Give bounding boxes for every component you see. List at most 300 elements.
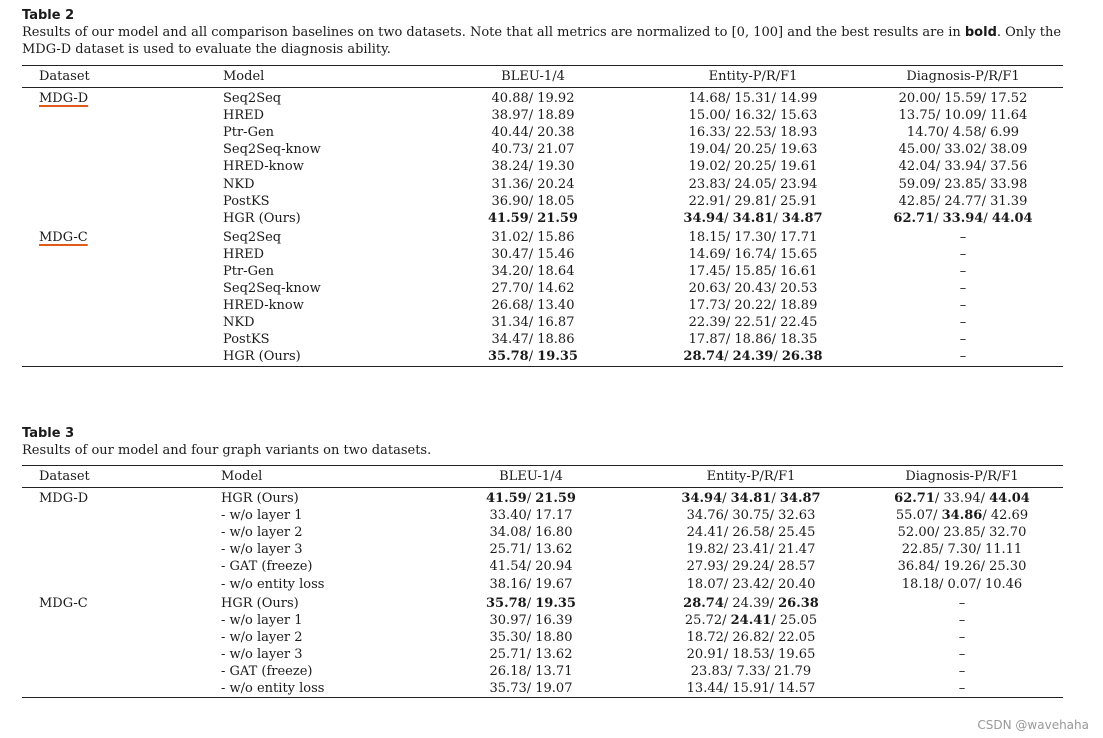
entity-value: 14.99 xyxy=(780,91,818,107)
entity-value: 15.31 xyxy=(734,91,772,107)
entity-value: 20.53 xyxy=(780,281,818,297)
entity-value: 28.57 xyxy=(778,559,816,575)
bleu-value: 19.35 xyxy=(537,349,578,365)
diag-cell xyxy=(863,263,1063,280)
diag-value: – xyxy=(959,298,967,314)
bleu-value: 25.71 xyxy=(489,646,527,662)
model-cell: Seq2Seq xyxy=(223,229,282,245)
diag-value: – xyxy=(958,595,966,611)
entity-value: 22.05 xyxy=(778,629,816,645)
diag-value: – xyxy=(959,246,967,262)
entity-value: 16.61 xyxy=(780,263,818,279)
diag-value: 10.09 xyxy=(944,108,982,124)
table-row xyxy=(22,141,1063,158)
entity-cell: 14.68/ 15.31/ 14.99 xyxy=(688,91,818,107)
entity-value: 20.25 xyxy=(734,142,772,158)
table-row xyxy=(22,680,1063,698)
bleu-value: 34.08 xyxy=(489,525,527,541)
bleu-value: 13.62 xyxy=(535,646,573,662)
dataset-cell xyxy=(22,507,221,524)
entity-value: 32.63 xyxy=(778,508,816,524)
bleu-value: 30.97 xyxy=(489,612,527,628)
entity-value: 22.39 xyxy=(688,315,726,331)
bleu-value: 40.73 xyxy=(491,142,529,158)
entity-cell: 23.83/ 24.05/ 23.94 xyxy=(688,176,818,192)
entity-value: 21.47 xyxy=(778,542,816,558)
bleu-value: 34.47 xyxy=(491,332,529,348)
entity-value: 34.76 xyxy=(686,508,724,524)
table-row xyxy=(22,158,1063,175)
dataset-cell xyxy=(22,314,223,331)
header-dataset: Dataset xyxy=(39,469,90,484)
dataset-cell xyxy=(22,107,223,124)
diag-cell xyxy=(861,629,1063,646)
entity-value: 34.94 xyxy=(681,491,723,507)
dataset-cell xyxy=(22,558,221,575)
entity-value: 20.25 xyxy=(734,159,772,175)
entity-value: 26.82 xyxy=(732,629,770,645)
entity-cell: 14.69/ 16.74/ 15.65 xyxy=(688,246,818,262)
entity-cell: 18.07/ 23.42/ 20.40 xyxy=(686,576,816,592)
model-cell: - w/o layer 2 xyxy=(221,629,303,645)
entity-cell: 28.74/ 24.39/ 26.38 xyxy=(683,595,819,611)
diag-cell xyxy=(861,593,1063,612)
entity-cell: 18.72/ 26.82/ 22.05 xyxy=(686,629,816,645)
dataset-label: MDG-C xyxy=(39,595,88,611)
model-cell: - GAT (freeze) xyxy=(221,663,313,679)
dataset-cell xyxy=(22,263,223,280)
diag-value: – xyxy=(959,229,967,245)
bleu-cell: 36.90/ 18.05 xyxy=(491,193,575,209)
bleu-value: 19.67 xyxy=(535,576,573,592)
entity-cell: 24.41/ 26.58/ 25.45 xyxy=(686,525,816,541)
bleu-cell: 35.73/ 19.07 xyxy=(489,681,573,697)
header-diagnosis: Diagnosis-P/R/F1 xyxy=(906,69,1020,84)
model-cell: Ptr-Gen xyxy=(223,125,275,141)
diag-value: – xyxy=(958,612,966,628)
dataset-label: MDG-D xyxy=(39,491,89,507)
entity-value: 23.41 xyxy=(732,542,770,558)
diag-value: 0.07 xyxy=(947,576,977,592)
entity-value: 18.86 xyxy=(734,332,772,348)
entity-cell: 22.39/ 22.51/ 22.45 xyxy=(688,315,818,331)
bleu-value: 16.39 xyxy=(535,612,573,628)
diag-cell xyxy=(863,314,1063,331)
model-cell: - w/o layer 2 xyxy=(221,525,303,541)
model-cell: HGR (Ours) xyxy=(221,491,299,507)
dataset-cell xyxy=(22,175,223,192)
entity-value: 30.75 xyxy=(732,508,770,524)
diag-cell xyxy=(861,680,1063,698)
model-cell: Seq2Seq xyxy=(223,91,282,107)
entity-value: 15.63 xyxy=(780,108,818,124)
bleu-value: 19.07 xyxy=(535,681,573,697)
entity-value: 14.69 xyxy=(688,246,726,262)
diag-value: 13.75 xyxy=(898,108,936,124)
entity-value: 23.83 xyxy=(688,176,726,192)
entity-value: 34.87 xyxy=(781,210,823,226)
table-3-grid xyxy=(22,465,1063,698)
diag-value: 14.70 xyxy=(906,125,945,141)
diag-cell xyxy=(863,227,1063,246)
bleu-value: 36.90 xyxy=(491,193,529,209)
diag-value: 10.46 xyxy=(984,576,1023,592)
bleu-cell: 25.71/ 13.62 xyxy=(489,646,573,662)
entity-cell: 17.87/ 18.86/ 18.35 xyxy=(688,332,818,348)
header-model: Model xyxy=(223,69,265,84)
dataset-cell xyxy=(22,158,223,175)
diag-value: 15.59 xyxy=(944,91,982,107)
table-row xyxy=(22,348,1063,366)
table-row xyxy=(22,88,1063,108)
entity-value: 24.05 xyxy=(734,176,772,192)
bleu-value: 33.40 xyxy=(489,508,527,524)
bleu-cell: 27.70/ 14.62 xyxy=(491,281,575,297)
entity-value: 19.82 xyxy=(686,542,724,558)
diag-cell: 20.00/ 15.59/ 17.52 xyxy=(898,91,1028,107)
model-cell: Seq2Seq-know xyxy=(223,142,321,158)
diag-value: 6.99 xyxy=(990,125,1020,141)
bleu-value: 17.17 xyxy=(535,508,573,524)
table-row xyxy=(22,314,1063,331)
entity-cell: 23.83/ 7.33/ 21.79 xyxy=(690,663,812,679)
entity-value: 22.45 xyxy=(780,315,818,331)
bleu-value: 30.47 xyxy=(491,246,529,262)
dataset-cell xyxy=(22,541,221,558)
entity-value: 29.81 xyxy=(734,193,772,209)
table-3 xyxy=(22,426,1063,698)
bleu-cell: 40.88/ 19.92 xyxy=(491,91,575,107)
diag-cell: 45.00/ 33.02/ 38.09 xyxy=(898,142,1028,158)
bleu-value: 21.59 xyxy=(535,491,576,507)
bleu-value: 41.54 xyxy=(489,559,527,575)
entity-cell: 20.91/ 18.53/ 19.65 xyxy=(686,646,816,662)
diag-value: 20.00 xyxy=(898,91,936,107)
diag-value: 52.00 xyxy=(897,525,935,541)
entity-value: 26.38 xyxy=(778,595,819,611)
dataset-cell xyxy=(22,680,221,698)
bleu-value: 40.88 xyxy=(491,91,529,107)
dataset-cell xyxy=(22,193,223,210)
diag-value: – xyxy=(958,681,966,697)
table-row xyxy=(22,575,1063,592)
diag-cell: 13.75/ 10.09/ 11.64 xyxy=(898,108,1028,124)
diag-cell xyxy=(863,246,1063,263)
model-cell: PostKS xyxy=(223,193,270,209)
entity-cell: 28.74/ 24.39/ 26.38 xyxy=(683,349,823,365)
model-cell: NKD xyxy=(223,315,255,331)
entity-value: 23.94 xyxy=(780,176,818,192)
model-cell: - w/o layer 1 xyxy=(221,612,303,628)
entity-value: 24.39 xyxy=(732,349,774,365)
diag-cell xyxy=(863,297,1063,314)
diag-value: 45.00 xyxy=(898,142,936,158)
entity-value: 17.73 xyxy=(688,298,726,314)
entity-cell: 34.76/ 30.75/ 32.63 xyxy=(686,508,816,524)
diag-cell: 18.18/ 0.07/ 10.46 xyxy=(901,576,1023,592)
table-row xyxy=(22,107,1063,124)
entity-value: 29.24 xyxy=(732,559,770,575)
watermark: CSDN @wavehaha xyxy=(977,718,1089,732)
model-cell: Ptr-Gen xyxy=(223,263,275,279)
table-row xyxy=(22,246,1063,263)
diag-cell: 55.07/ 34.86/ 42.69 xyxy=(895,508,1029,524)
diag-value: 11.64 xyxy=(990,108,1028,124)
dataset-cell xyxy=(22,246,223,263)
bleu-value: 35.30 xyxy=(489,629,527,645)
entity-value: 24.39 xyxy=(732,595,770,611)
bleu-value: 18.86 xyxy=(537,332,575,348)
bleu-value: 41.59 xyxy=(488,210,529,226)
bleu-cell: 35.30/ 18.80 xyxy=(489,629,573,645)
header-model: Model xyxy=(221,469,263,484)
bleu-cell: 38.24/ 19.30 xyxy=(491,159,575,175)
dataset-cell xyxy=(22,488,221,508)
entity-value: 20.63 xyxy=(688,281,726,297)
bleu-cell: 38.97/ 18.89 xyxy=(491,108,575,124)
diag-value: 33.94 xyxy=(943,491,981,507)
entity-value: 17.71 xyxy=(780,229,818,245)
diag-value: 25.30 xyxy=(989,559,1027,575)
table-row xyxy=(22,193,1063,210)
entity-value: 23.42 xyxy=(732,576,770,592)
entity-cell: 16.33/ 22.53/ 18.93 xyxy=(688,125,818,141)
entity-cell: 13.44/ 15.91/ 14.57 xyxy=(686,681,816,697)
model-cell: HRED xyxy=(223,108,265,124)
diag-value: 42.85 xyxy=(898,193,936,209)
entity-value: 15.00 xyxy=(688,108,726,124)
dataset-cell xyxy=(22,524,221,541)
entity-cell: 18.15/ 17.30/ 17.71 xyxy=(688,229,818,245)
entity-cell: 25.72/ 24.41/ 25.05 xyxy=(684,612,818,628)
dataset-cell xyxy=(22,348,223,366)
dataset-cell xyxy=(22,629,221,646)
bleu-value: 35.78 xyxy=(488,349,529,365)
entity-value: 16.32 xyxy=(734,108,772,124)
entity-cell: 19.04/ 20.25/ 19.63 xyxy=(688,142,818,158)
bleu-value: 27.70 xyxy=(491,281,529,297)
dataset-cell xyxy=(22,646,221,663)
diag-cell: 14.70/ 4.58/ 6.99 xyxy=(906,125,1020,141)
bleu-value: 19.92 xyxy=(537,91,575,107)
bleu-cell: 35.78/ 19.35 xyxy=(488,349,578,365)
model-cell: Seq2Seq-know xyxy=(223,281,321,297)
table-2-grid xyxy=(22,65,1063,367)
entity-value: 34.81 xyxy=(732,210,774,226)
bleu-cell: 34.47/ 18.86 xyxy=(491,332,575,348)
bleu-value: 13.40 xyxy=(537,298,575,314)
bleu-value: 18.05 xyxy=(537,193,575,209)
diag-cell: 42.04/ 33.94/ 37.56 xyxy=(898,159,1028,175)
model-cell: PostKS xyxy=(223,332,270,348)
bleu-cell: 41.54/ 20.94 xyxy=(489,559,573,575)
bleu-value: 13.62 xyxy=(535,542,573,558)
diag-cell xyxy=(861,612,1063,629)
table-2-body xyxy=(22,88,1063,367)
diag-value: 23.85 xyxy=(944,176,982,192)
diag-value: – xyxy=(959,281,967,297)
dataset-cell xyxy=(22,210,223,227)
diag-value: – xyxy=(958,663,966,679)
diag-value: 33.94 xyxy=(942,210,984,226)
bleu-value: 16.80 xyxy=(535,525,573,541)
bleu-value: 15.86 xyxy=(537,229,575,245)
table-row xyxy=(22,593,1063,612)
diag-value: 62.71 xyxy=(893,210,935,226)
entity-value: 24.41 xyxy=(686,525,724,541)
entity-value: 34.87 xyxy=(779,491,821,507)
entity-value: 14.57 xyxy=(778,681,816,697)
diag-value: – xyxy=(959,263,967,279)
diag-cell: 52.00/ 23.85/ 32.70 xyxy=(897,525,1027,541)
diag-cell xyxy=(863,331,1063,348)
bleu-value: 18.89 xyxy=(537,108,575,124)
table-2-title: Table 2 xyxy=(22,8,75,23)
entity-value: 25.72 xyxy=(684,612,723,628)
entity-cell: 15.00/ 16.32/ 15.63 xyxy=(688,108,818,124)
bleu-value: 26.68 xyxy=(491,298,529,314)
entity-value: 34.81 xyxy=(730,491,772,507)
model-cell: HGR (Ours) xyxy=(223,210,301,226)
dataset-label: MDG-C xyxy=(39,229,88,245)
bleu-cell: 34.08/ 16.80 xyxy=(489,525,573,541)
dataset-cell xyxy=(22,227,223,246)
entity-value: 20.43 xyxy=(734,281,772,297)
bleu-cell: 33.40/ 17.17 xyxy=(489,508,573,524)
bleu-value: 41.59 xyxy=(486,491,527,507)
dataset-cell xyxy=(22,88,223,108)
table-row xyxy=(22,541,1063,558)
bleu-value: 35.73 xyxy=(489,681,527,697)
diag-value: 23.85 xyxy=(943,525,981,541)
diag-value: – xyxy=(958,629,966,645)
bleu-value: 20.38 xyxy=(537,125,575,141)
table-row xyxy=(22,280,1063,297)
entity-value: 19.65 xyxy=(778,646,816,662)
bleu-value: 20.24 xyxy=(537,176,575,192)
diag-value: 11.11 xyxy=(984,542,1023,558)
entity-value: 17.30 xyxy=(734,229,772,245)
diag-value: – xyxy=(959,332,967,348)
diag-value: 37.56 xyxy=(990,159,1028,175)
bleu-value: 18.80 xyxy=(535,629,573,645)
diag-value: 42.69 xyxy=(990,508,1029,524)
table-row xyxy=(22,210,1063,227)
entity-value: 34.94 xyxy=(683,210,725,226)
diag-value: 22.85 xyxy=(901,542,939,558)
diag-value: 42.04 xyxy=(898,159,936,175)
bleu-cell: 38.16/ 19.67 xyxy=(489,576,573,592)
entity-cell: 27.93/ 29.24/ 28.57 xyxy=(686,559,816,575)
dataset-cell xyxy=(22,612,221,629)
bleu-value: 38.16 xyxy=(489,576,527,592)
entity-value: 25.05 xyxy=(779,612,818,628)
entity-value: 17.45 xyxy=(688,263,726,279)
table-row xyxy=(22,663,1063,680)
diag-value: 62.71 xyxy=(894,491,935,507)
dataset-cell xyxy=(22,593,221,612)
entity-value: 22.51 xyxy=(734,315,772,331)
entity-value: 18.53 xyxy=(732,646,770,662)
diag-value: 44.04 xyxy=(991,210,1033,226)
entity-value: 15.91 xyxy=(732,681,770,697)
entity-value: 22.91 xyxy=(688,193,726,209)
table-2 xyxy=(22,8,1063,367)
diag-value: 4.58 xyxy=(952,125,982,141)
table-row xyxy=(22,488,1063,508)
entity-cell: 19.02/ 20.25/ 19.61 xyxy=(688,159,818,175)
diag-value: 18.18 xyxy=(901,576,939,592)
entity-value: 28.74 xyxy=(683,595,724,611)
bleu-value: 18.64 xyxy=(537,263,575,279)
entity-cell: 17.73/ 20.22/ 18.89 xyxy=(688,298,818,314)
table-row xyxy=(22,524,1063,541)
bleu-cell: 30.97/ 16.39 xyxy=(489,612,573,628)
entity-value: 20.22 xyxy=(734,298,772,314)
entity-value: 25.45 xyxy=(778,525,816,541)
entity-value: 20.40 xyxy=(778,576,816,592)
header-diagnosis: Diagnosis-P/R/F1 xyxy=(905,469,1019,484)
model-cell: - w/o layer 3 xyxy=(221,542,303,558)
bleu-value: 21.59 xyxy=(537,210,578,226)
diag-cell xyxy=(863,348,1063,366)
dataset-cell xyxy=(22,297,223,314)
header-bleu: BLEU-1/4 xyxy=(499,469,563,484)
dataset-cell xyxy=(22,124,223,141)
entity-value: 17.87 xyxy=(688,332,726,348)
entity-value: 26.38 xyxy=(781,349,823,365)
diag-cell: 42.85/ 24.77/ 31.39 xyxy=(898,193,1028,209)
diag-cell: 59.09/ 23.85/ 33.98 xyxy=(898,176,1028,192)
diag-value: 33.94 xyxy=(944,159,982,175)
bleu-cell: 35.78/ 19.35 xyxy=(486,595,576,611)
diag-value: 38.09 xyxy=(990,142,1028,158)
entity-value: 19.02 xyxy=(688,159,726,175)
table-row xyxy=(22,629,1063,646)
dataset-cell xyxy=(22,663,221,680)
bleu-cell: 41.59/ 21.59 xyxy=(488,210,578,226)
model-cell: HRED xyxy=(223,246,265,262)
bleu-cell: 26.68/ 13.40 xyxy=(491,298,575,314)
bleu-cell: 26.18/ 13.71 xyxy=(489,663,573,679)
entity-value: 16.33 xyxy=(688,125,726,141)
header-bleu: BLEU-1/4 xyxy=(501,69,565,84)
diag-value: 24.77 xyxy=(944,193,982,209)
table-row xyxy=(22,558,1063,575)
dataset-cell xyxy=(22,331,223,348)
entity-value: 14.68 xyxy=(688,91,726,107)
diag-value: 36.84 xyxy=(897,559,935,575)
entity-value: 28.74 xyxy=(683,349,725,365)
diag-value: 32.70 xyxy=(989,525,1027,541)
entity-value: 15.65 xyxy=(780,246,818,262)
bleu-value: 26.18 xyxy=(489,663,527,679)
table-2-caption: Results of our model and all comparison baselines on two datasets. Note that all metrics are normalized to [0, 100] and the best results are in bold. Only the MDG-D dataset is used to evaluate the diagnosis ability. xyxy=(22,25,1062,57)
bleu-value: 19.35 xyxy=(535,595,576,611)
bleu-value: 31.34 xyxy=(491,315,529,331)
bleu-value: 14.62 xyxy=(537,281,575,297)
diag-value: – xyxy=(958,646,966,662)
diag-value: 7.30 xyxy=(947,542,977,558)
dataset-label: MDG-D xyxy=(39,91,89,107)
entity-value: 13.44 xyxy=(686,681,724,697)
table-row xyxy=(22,612,1063,629)
bleu-value: 21.07 xyxy=(537,142,575,158)
diag-cell: 22.85/ 7.30/ 11.11 xyxy=(901,542,1023,558)
diag-value: 17.52 xyxy=(990,91,1028,107)
entity-value: 16.74 xyxy=(734,246,772,262)
entity-value: 25.91 xyxy=(780,193,818,209)
